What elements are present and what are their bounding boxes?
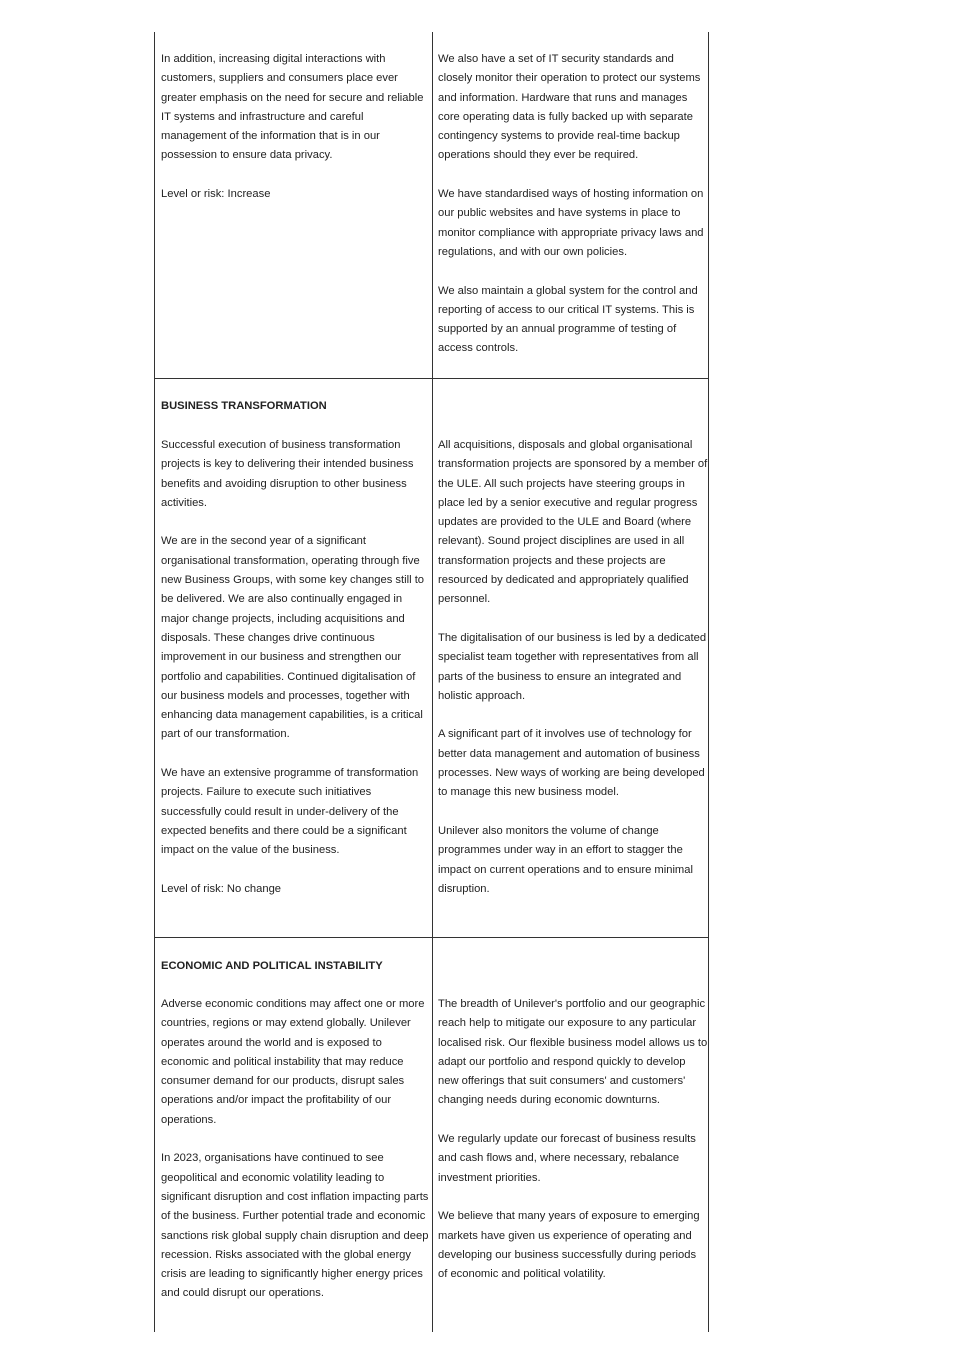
risk-level: Level of risk: No change <box>161 882 282 895</box>
row-divider <box>155 937 708 938</box>
paragraph: All acquisitions, disposals and global organisational transformation projects are sponsored by a member of the ULE. All such projects have steering groups in place led by a senior executive and regular progress updates are provided to the ULE and Board (where relevant). Sound project disciplines are used in all transformation projects and these projects are resourced by dedicated and appropriately qualified personnel. <box>438 439 708 606</box>
risk-description-cell <box>161 50 429 204</box>
paragraph: In 2023, organisations have continued to see geopolitical and economic volatility leading to significant disruption and cost inflation impacting parts of the business. Further potential trade and economic sanctions risk global supply chain disruption and deep recession. Risks associated with the global energy crisis are leading to significantly higher energy prices and could disrupt our operations. <box>161 1152 429 1300</box>
paragraph: In addition, increasing digital interactions with customers, suppliers and consumers place ever greater emphasis on the need for secure and reliable IT systems and infrastructure and careful management of the information that is in our possession to ensure data privacy. <box>161 53 424 162</box>
row-divider <box>155 378 708 379</box>
paragraph: We have standardised ways of hosting information on our public websites and have systems in place to monitor compliance with appropriate privacy laws and regulations, and with our own policies. <box>438 188 704 258</box>
risk-level: Level or risk: Increase <box>161 188 271 201</box>
paragraph: We believe that many years of exposure to emerging markets have given us experience of operating and developing our business successfully during periods of economic and political volatility. <box>438 1210 700 1281</box>
risk-description-cell <box>161 995 429 1304</box>
paragraph: Adverse economic conditions may affect one or more countries, regions or may extend globally. Unilever operates around the world and is exposed to economic and political instability that may reduce consumer demand for our products, disrupt sales operations and/or impact the profitability of our operations. <box>161 998 425 1126</box>
risk-table <box>154 32 709 1332</box>
paragraph: We have an extensive programme of transformation projects. Failure to execute such initiatives successfully could result in under-delivery of the expected benefits and there could be a significant impact on the value of the business. <box>161 767 419 857</box>
risk-description-cell <box>161 436 429 899</box>
paragraph: Successful execution of business transformation projects is key to delivering their intended business benefits and avoiding disruption to other business activities. <box>161 439 414 509</box>
paragraph: The breadth of Unilever's portfolio and our geographic reach help to mitigate our exposure to any particular localised risk. Our flexible business model allows us to adapt our portfolio and respond quickly to develop new offerings that suit consumers' and customers' changing needs during economic downturns. <box>438 998 708 1107</box>
paragraph: A significant part of it involves use of technology for better data management and automation of business processes. New ways of working are being developed to manage this new business model. <box>438 728 705 799</box>
column-divider <box>432 32 433 1332</box>
paragraph: We regularly update our forecast of business results and cash flows and, where necessary, rebalance investment priorities. <box>438 1133 696 1184</box>
risk-heading: ECONOMIC AND POLITICAL INSTABILITY <box>161 960 383 972</box>
paragraph: We also have a set of IT security standards and closely monitor their operation to protect our systems and information. Hardware that runs and manages core operating data is fully backed up with separate contingency systems to provide real-time backup operations should they ever be required. <box>438 53 701 162</box>
paragraph: We are in the second year of a significant organisational transformation, operating through five new Business Groups, with some key changes still to be delivered. We are also continually engaged in major change projects, including acquisitions and disposals. These changes drive continuous improvement in our business and strengthen our portfolio and capabilities. Continued digitalisation of our business models and processes, together with enhancing data management capabilities, is a critical part of our transformation. <box>161 535 425 741</box>
mitigation-cell <box>438 50 708 359</box>
paragraph: The digitalisation of our business is led by a dedicated specialist team together with representatives from all parts of the business to ensure an integrated and holistic approach. <box>438 631 707 702</box>
mitigation-cell <box>438 995 708 1284</box>
mitigation-cell <box>438 436 708 899</box>
risk-heading: BUSINESS TRANSFORMATION <box>161 400 327 412</box>
paragraph: We also maintain a global system for the control and reporting of access to our critical IT systems. This is supported by an annual programme of testing of access controls. <box>438 284 698 355</box>
paragraph: Unilever also monitors the volume of change programmes under way in an effort to stagger the impact on current operations and to ensure minimal disruption. <box>438 824 693 895</box>
